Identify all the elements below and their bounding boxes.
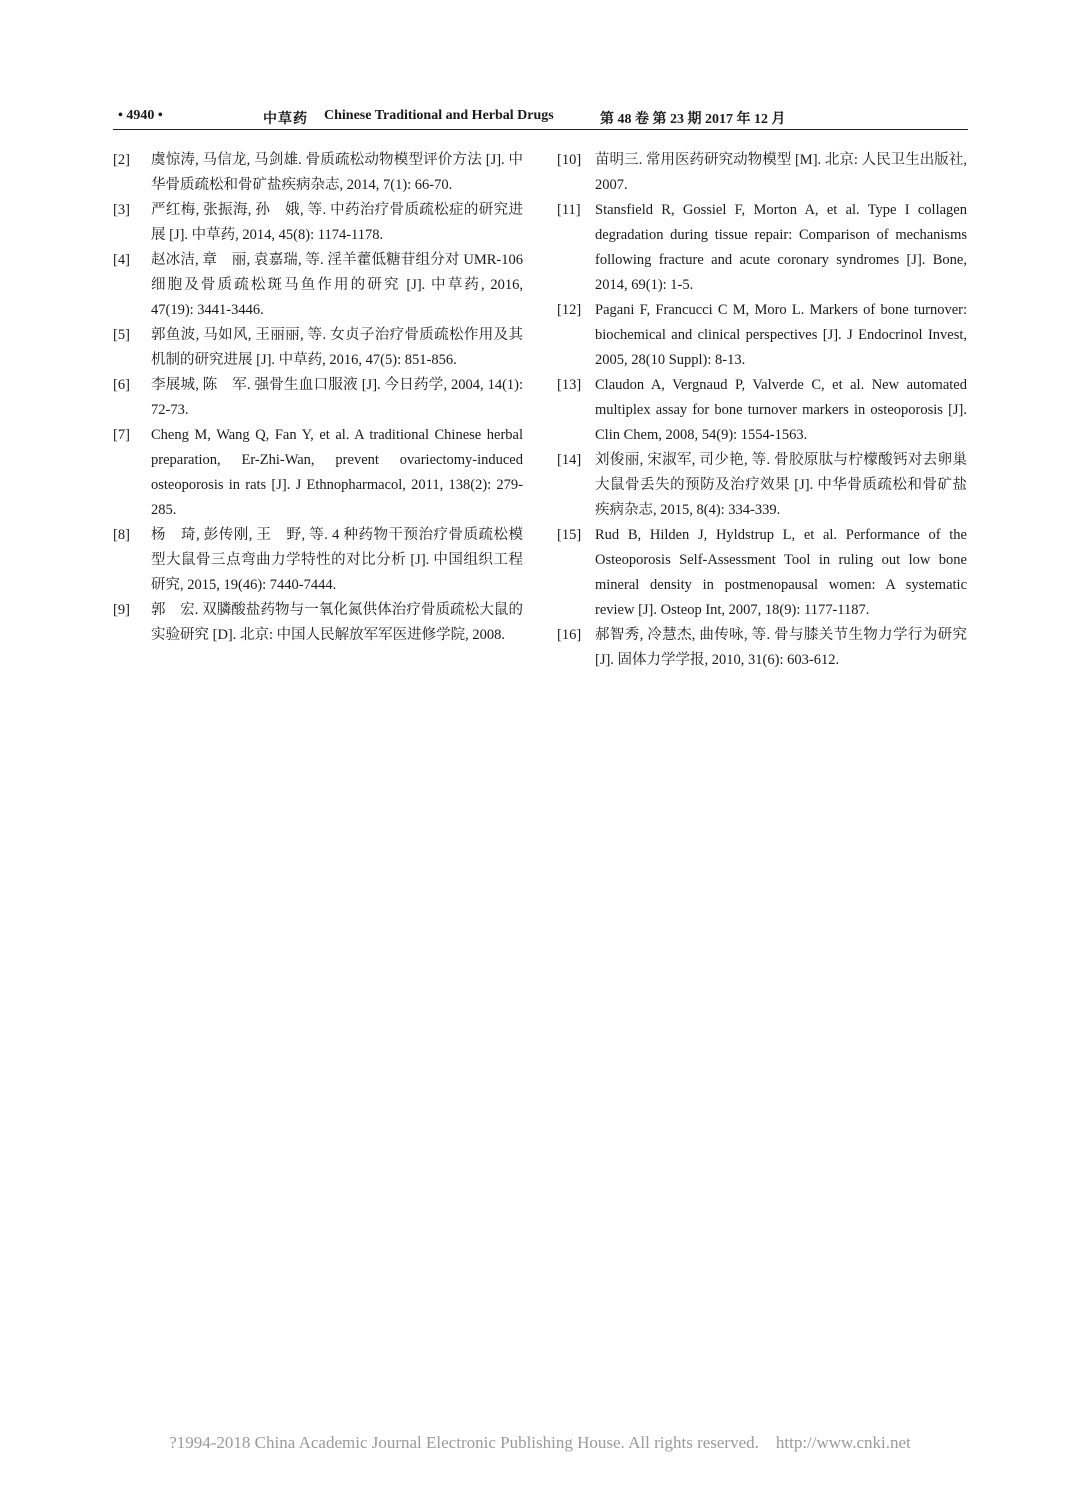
reference-number: [16] [557,627,582,643]
reference-item [557,298,967,373]
reference-item [113,523,523,598]
reference-item [113,423,523,523]
reference-text: 李展城, 陈 军. 强骨生血口服液 [J]. 今日药学, 2004, 14(1): 72-73. [151,377,523,418]
reference-text: 赵冰洁, 章 丽, 袁嘉瑞, 等. 淫羊藿低糖苷组分对 UMR-106 细胞及骨质疏松斑马鱼作用的研究 [J]. 中草药, 2016, 47(19): 3441-3446. [151,252,523,318]
reference-number: [5] [113,327,130,343]
reference-text: 刘俊丽, 宋淑军, 司少艳, 等. 骨胶原肽与柠檬酸钙对去卵巢大鼠骨丢失的预防及治疗效果 [J]. 中华骨质疏松和骨矿盐疾病杂志, 2015, 8(4): 334-339. [595,452,967,518]
reference-text: Cheng M, Wang Q, Fan Y, et al. A traditional Chinese herbal preparation, Er-Zhi-Wan, prevent ovariectomy-induced osteoporosis in rats [J]. J Ethnopharmacol, 2011, 138(2): 279-285. [151,427,523,518]
reference-text: 虞惊涛, 马信龙, 马剑雄. 骨质疏松动物模型评价方法 [J]. 中华骨质疏松和骨矿盐疾病杂志, 2014, 7(1): 66-70. [151,152,523,193]
reference-number: [9] [113,602,130,618]
reference-number: [11] [557,202,581,218]
reference-text: Pagani F, Francucci C M, Moro L. Markers of bone turnover: biochemical and clinical perspectives [J]. J Endocrinol Invest, 2005, 28(10 Suppl): 8-13. [595,302,967,368]
running-header [113,104,968,130]
reference-text: 郭 宏. 双膦酸盐药物与一氧化氮供体治疗骨质疏松大鼠的实验研究 [D]. 北京: 中国人民解放军军医进修学院, 2008. [151,602,523,643]
reference-item [557,198,967,298]
reference-number: [2] [113,152,130,168]
reference-item [113,148,523,198]
reference-text: 杨 琦, 彭传刚, 王 野, 等. 4 种药物干预治疗骨质疏松模型大鼠骨三点弯曲力学特性的对比分析 [J]. 中国组织工程研究, 2015, 19(46): 7440-7444. [151,527,523,593]
reference-item [113,248,523,323]
references-left-column [113,148,523,648]
reference-text: 严红梅, 张振海, 孙 娥, 等. 中药治疗骨质疏松症的研究进展 [J]. 中草药, 2014, 45(8): 1174-1178. [151,202,523,243]
references-right-column [557,148,967,673]
reference-item [557,623,967,673]
reference-item [557,448,967,523]
reference-text: Stansfield R, Gossiel F, Morton A, et al. Type I collagen degradation during tissue repair: Comparison of mechanisms following fracture and acute coronary syndromes [J]. Bone, 2014, 69(1): 1-5. [595,202,967,293]
reference-number: [14] [557,452,582,468]
reference-item [113,198,523,248]
reference-number: [7] [113,427,130,443]
page-number: • 4940 • [118,108,163,123]
reference-item [113,373,523,423]
journal-title-cn: 中草药 [263,112,308,127]
reference-number: [3] [113,202,130,218]
reference-item [113,323,523,373]
reference-text: Rud B, Hilden J, Hyldstrup L, et al. Performance of the Osteoporosis Self-Assessment Tool in ruling out low bone mineral density in postmenopausal women: A systematic review [J]. Osteop Int, 2007, 18(9): 1177-1187. [595,527,967,618]
reference-text: 郝智秀, 冷慧杰, 曲传咏, 等. 骨与膝关节生物力学行为研究 [J]. 固体力学学报, 2010, 31(6): 603-612. [595,627,967,668]
reference-item [557,523,967,623]
reference-item [113,598,523,648]
reference-text: Claudon A, Vergnaud P, Valverde C, et al. New automated multiplex assay for bone turnover markers in osteoporosis [J]. Clin Chem, 2008, 54(9): 1554-1563. [595,377,967,443]
copyright-footer: ?1994-2018 China Academic Journal Electronic Publishing House. All rights reserved. http://www.cnki.net [169,1433,911,1452]
reference-number: [6] [113,377,130,393]
reference-number: [4] [113,252,130,268]
journal-title-en: Chinese Traditional and Herbal Drugs [324,108,554,123]
reference-item [557,148,967,198]
reference-text: 郭鱼波, 马如风, 王丽丽, 等. 女贞子治疗骨质疏松作用及其机制的研究进展 [J]. 中草药, 2016, 47(5): 851-856. [151,327,523,368]
issue-info: 第 48 卷 第 23 期 2017 年 12 月 [600,112,786,127]
reference-number: [15] [557,527,582,543]
reference-text: 苗明三. 常用医药研究动物模型 [M]. 北京: 人民卫生出版社, 2007. [595,152,967,193]
reference-item [557,373,967,448]
reference-number: [10] [557,152,582,168]
reference-number: [13] [557,377,582,393]
reference-number: [12] [557,302,582,318]
reference-number: [8] [113,527,130,543]
